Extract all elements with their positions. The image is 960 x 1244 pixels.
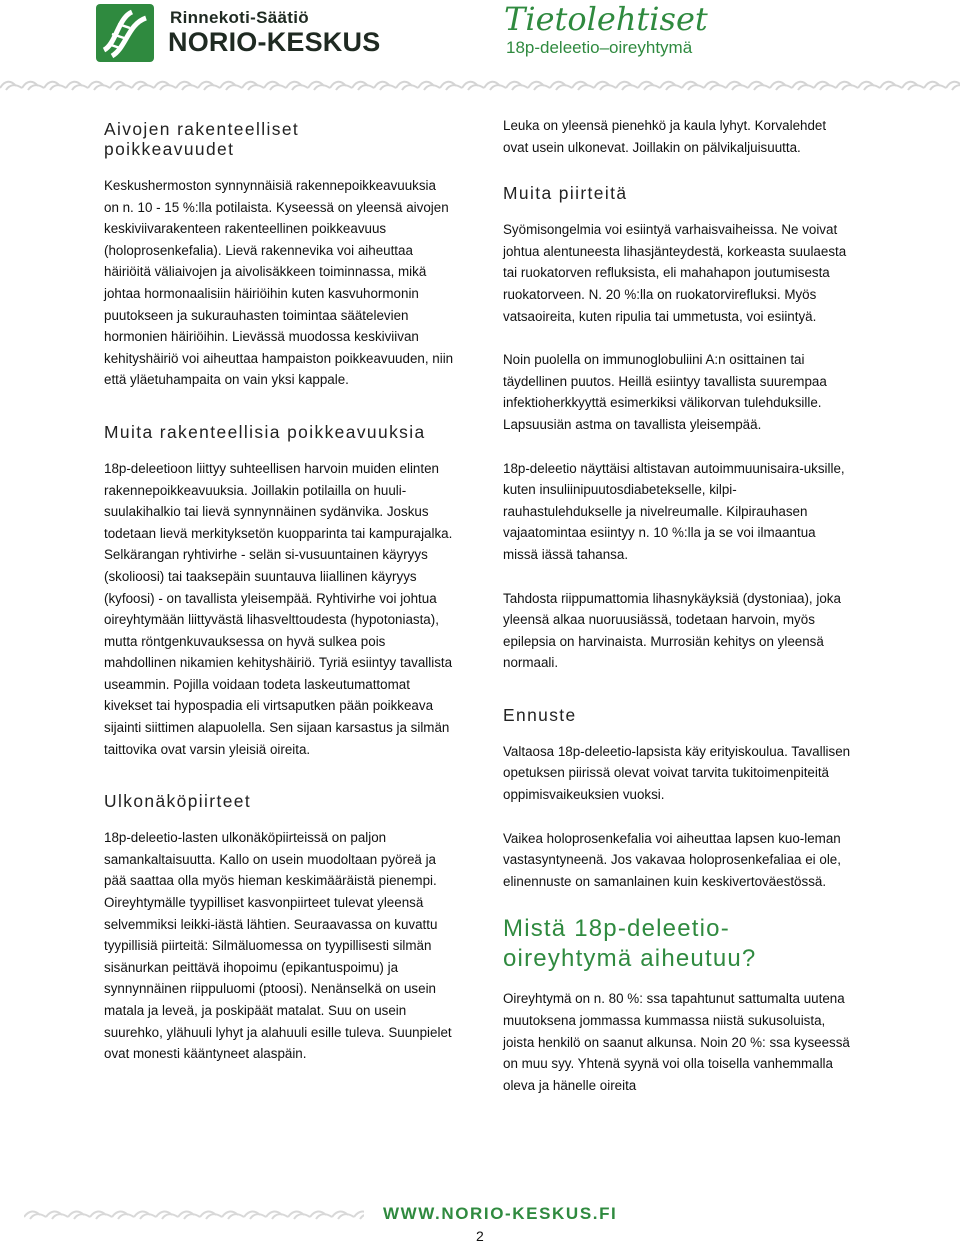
- org-logo: [96, 4, 406, 62]
- heading-other-features: Muita piirteitä: [503, 183, 628, 204]
- paragraph-appearance: 18p-deleetio-lasten ulkonäköpiirteissä on paljon samankaltaisuutta. Kallo on usein muodoltaan pyöreä ja pää saattaa olla myös hieman keskimääräistä pienempi. Oireyhtymälle tyypilliset kasvonpiirteet tulevat yleensä selvemmiksi leikki-iästä lähtien. Seuraavassa on kuvattu tyypillisiä piirteitä: Silmäluomessa on tyypillisesti silmän sisänurkan peittävä ihopoimu (epikantuspoimu) ja synnynnäinen riippuluomi (ptoosi). Nenänselkä on usein matala ja leveä, ja poskipäät matalat. Suu on usein suurehko, ylähuuli lyhyt ja alahuuli esille tuleva. Suunpielet ovat monesti kääntyneet alaspäin.: [104, 830, 452, 1062]
- paragraph-cause: Oireyhtymä on n. 80 %: ssa tapahtunut sattumalta uutena muutoksena jommassa kummassa niistä sukusoluista, joista henkilö on saanut alkunsa. Noin 20 %: ssa kyseessä on muu syy. Yhtenä syynä voi olla toisella vanhemmalla oleva ja hänelle oireita: [503, 991, 850, 1093]
- page-number: 2: [476, 1228, 484, 1244]
- paragraph-dystonia: Tahdosta riippumattomia lihasnykäyksiä (dystoniaa), joka yleensä alkaa nuoruusiässä, todetaan harvoin, myös epilepsia on harvinaista. Murrosiän kehitys on yleensä normaali.: [503, 590, 841, 671]
- org-name: Rinnekoti-Säätiö: [170, 8, 309, 27]
- website-link[interactable]: WWW.NORIO-KESKUS.FI: [383, 1204, 618, 1223]
- paragraph-immunoglobulin: Noin puolella on immunoglobuliini A:n osittainen tai täydellinen puutos. Heillä esiintyy tavallista suurempaa infektioherkkyyttä esimerkiksi välikorvan tulehduksille. Lapsuusiän astma on tavallista yleisempää.: [503, 352, 827, 432]
- heading-other-anomalies: Muita rakenteellisia poikkeavuuksia: [104, 421, 426, 442]
- paragraph-feeding: Syömisongelmia voi esiintyä varhaisvaiheissa. Ne voivat johtua alentuneesta lihasjänteydestä, korkeasta suulaesta tai ruokatorven refluksista, eli mahahapon joutumisesta ruokatorveen. N. 20 %:lla on ruokatorvirefluksi. Myös vatsaoireita, kuten ripulia tai ummetusta, voi esiintyä.: [503, 222, 847, 324]
- paragraph-autoimmune: 18p-deleetio näyttäisi altistavan autoimmuunisaira-uksille, kuten insuliinipuutosdiabetekselle, kilpi-rauhastulehdukselle ja nivelreumalle. Kilpirauhasen vajaatomintaa esiintyy n. 10 %:lla ja se voi ilmaantua missä iässä tahansa.: [503, 460, 845, 562]
- paragraph-chin-ears: Leuka on yleensä pienehkö ja kaula lyhyt. Korvalehdet ovat usein ulkonevat. Joillakin on pälvikaljuisuutta.: [503, 118, 827, 155]
- document-subtitle: 18p-deleetio–oireyhtymä: [506, 38, 693, 57]
- paragraph-prognosis: Valtaosa 18p-deleetio-lapsista käy erityiskoulua. Tavallisen opetuksen piirissä olevat voivat tarvita tukitoimenpiteitä oppimisvaikeuksien vuoksi.: [503, 743, 851, 803]
- decorative-wave-band: [0, 78, 960, 92]
- footer-wave-decoration: [24, 1208, 364, 1220]
- document-series-title: Tietolehtiset: [504, 0, 708, 38]
- heading-cause: Mistä 18p-deleetio-oireyhtymä aiheutuu?: [503, 915, 757, 973]
- heading-brain-anomalies: Aivojen rakenteelliset poikkeavuudet: [104, 119, 300, 159]
- heading-appearance: Ulkonäköpiirteet: [104, 791, 252, 812]
- left-column: [104, 115, 454, 1065]
- dna-logo-icon: [96, 4, 154, 62]
- paragraph-other-anomalies: 18p-deleetioon liittyy suhteellisen harvoin muiden elinten rakennepoikkeavuuksia. Joillakin potilailla on huuli-suulakihalkio tai lievä synnynnäinen sydänvika. Joskus todetaan lievä merkityksetön kuopparinta tai kampurajalka. Selkärangan ryhtivirhe - selän si-vusuuntainen käyryys (skolioosi) tai taaksepäin suuntauva liiallinen käyryys (kyfoosi) - on tavallista yleisempää. Ryhtivirhe voi johtua oireyhtymään liittyvästä lihasvelttoudesta (hypotoniasta), mutta röntgenkuvauksessa on hyvä sulkea pois mahdollinen nikamien kehityshäiriö. Tyriä esiintyy tavallista useammin. Pojilla voidaan todeta laskeutumattomat kivekset tai hypospadia eli virtsaputken pään poikkeava sijainti siittimen alapuolella. Sen sijaan karsastus ja silmän taittovika ovat varsin yleisiä oireita.: [104, 460, 453, 757]
- org-brand: NORIO-KESKUS: [168, 27, 381, 57]
- paragraph-holoprosencephaly: Vaikea holoprosenkefalia voi aiheuttaa lapsen kuo-leman vastasyntyneenä. Jos vakavaa holoprosenkefaliaa ei ole, elinennuste on samanlainen kuin keskivertoväestössä.: [503, 830, 841, 889]
- paragraph-brain-anomalies: Keskushermoston synnynnäisiä rakennepoikkeavuuksia on n. 10 - 15 %:lla potilaista. Kyseessä on yleensä aivojen keskiviivarakenteen rakenteellinen poikkeavuus (holoprosenkefalia). Lievä rakennevika voi aiheuttaa häiriöitä väliaivojen ja aivolisäkkeen toiminnassa, mikä johtaa hormonaalisiin häiriöihin kuten kasvuhormonin puutokseen ja sukurauhasten toimintaa säätelevien hormonien häiriöihin. Lievässä muodossa keskiviivan kehityshäiriö voi aiheuttaa hampaiston poikkeavuuden, niin että yläetuhampaita on vain yksi kappale.: [104, 178, 454, 388]
- right-column: [503, 115, 853, 1096]
- heading-prognosis: Ennuste: [503, 704, 577, 725]
